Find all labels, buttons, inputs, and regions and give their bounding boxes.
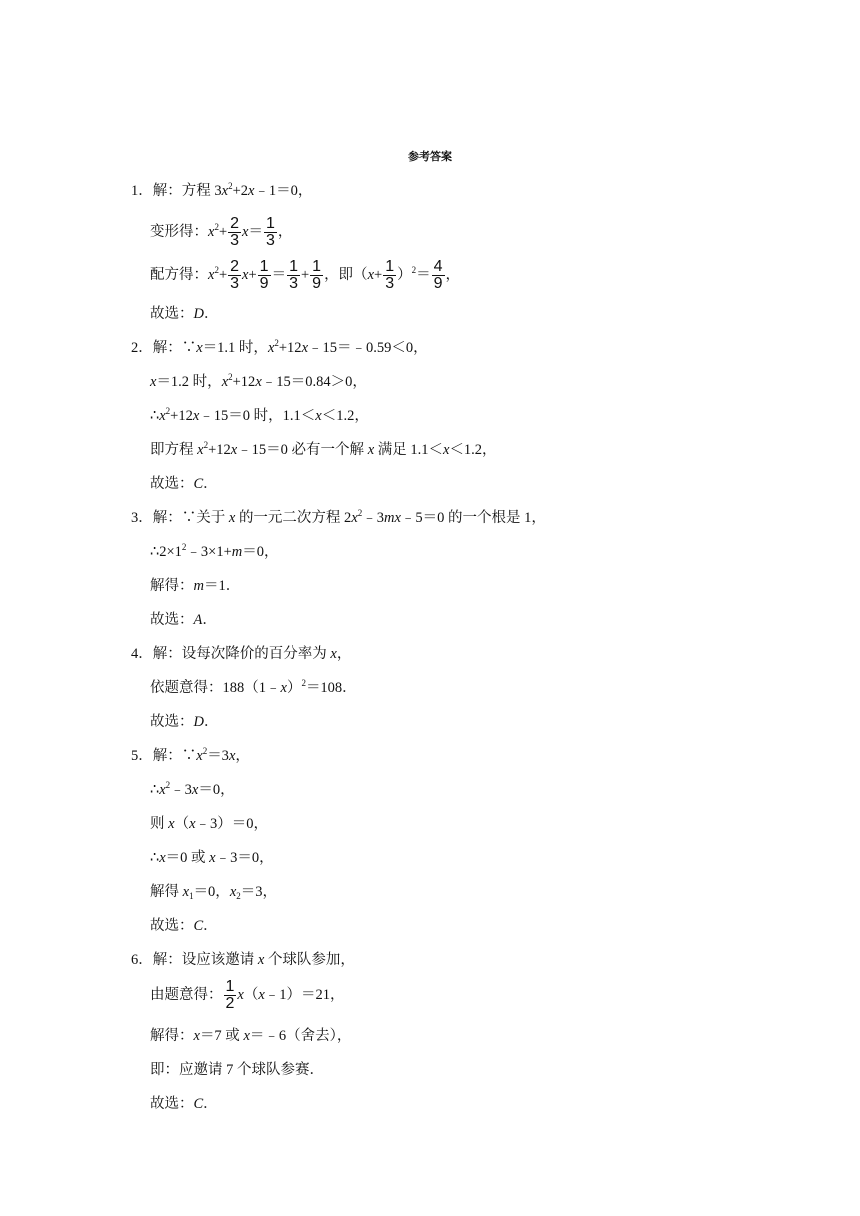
q5-line-2: $\therefore x^2﹣3x=0$， [150, 780, 235, 798]
q3-line-1: 3．解：∵关于 x 的一元二次方程 $2x^2﹣3mx﹣5=0$ 的一个根是 1， [131, 508, 546, 526]
q3-line-3: 解得：m＝1． [150, 578, 241, 594]
q4-answer: 故选：D． [150, 714, 219, 730]
fraction-2-3: $\frac{2}{3}$ [230, 215, 240, 249]
q5-answer: 故选：C． [150, 918, 218, 934]
q5-line-3: 则 x（x﹣3）＝0， [150, 816, 268, 832]
q1-line-1: 1．解：方程 $3x^2+2x﹣1=0$， [131, 181, 313, 199]
q2-line-4: 即方程 $x^2+12x﹣15=0$ 必有一个解 x 满足 1.1＜x＜1.2， [150, 440, 497, 458]
q5-line-1: 5．解：$\because x^2=3x$， [131, 746, 250, 764]
q5-line-4: ∴x＝0 或 x﹣3＝0， [150, 850, 274, 866]
q6-line-1: 6．解：设应该邀请 x 个球队参加， [131, 952, 355, 968]
q3-answer: 故选：A． [150, 612, 217, 628]
q6-answer: 故选：C． [150, 1096, 218, 1112]
q2-line-2: x＝1.2 时，$x^2+12x﹣15=0.84>0$， [150, 372, 367, 390]
q1-line-3: 配方得：$x^2+$ $\frac{2}{3}$ x+ $\frac{1}{9}$ ＝ $\frac{1}{3}$ + $\frac{1}{9}$ ，即（x+ $\frac{1}{3}$ ）$^2$＝ $\frac{4}{9}$ ， [150, 258, 460, 292]
q2-answer: 故选：C． [150, 476, 218, 492]
q6-line-2: 由题意得： $\frac{1}{2}$ x（x﹣1）＝21， [150, 978, 345, 1012]
fraction-1-2: $\frac{1}{2}$ [225, 978, 235, 1012]
q1-answer: 故选：D． [150, 306, 219, 322]
q2-line-1: 2．解：∵x＝1.1 时，$x^2+12x﹣15=﹣0.59<0$， [131, 338, 428, 356]
q6-line-3: 解得：x＝7 或 x＝﹣6（舍去）， [150, 1028, 352, 1044]
page-title: 参考答案 [408, 150, 452, 163]
q2-line-3: $\therefore x^2+12x﹣15=0$ 时，1.1＜x＜1.2， [150, 406, 369, 424]
q5-line-5: 解得 $x_1=0$，$x_2=3$， [150, 884, 277, 901]
q4-line-2: 依题意得：188（1﹣x）$^2$＝108． [150, 678, 357, 696]
fraction-1-3: $\frac{1}{3}$ [265, 215, 275, 249]
q6-line-4: 即：应邀请 7 个球队参赛． [150, 1062, 324, 1078]
q4-line-1: 4．解：设每次降价的百分率为 x， [131, 646, 352, 662]
q1-line-2: 变形得：$x^2+$ $\frac{2}{3}$ x＝ $\frac{1}{3}$ ， [150, 215, 293, 249]
q3-line-2: $\therefore 2\times 1^2﹣3\times 1+m=0$， [150, 542, 279, 560]
